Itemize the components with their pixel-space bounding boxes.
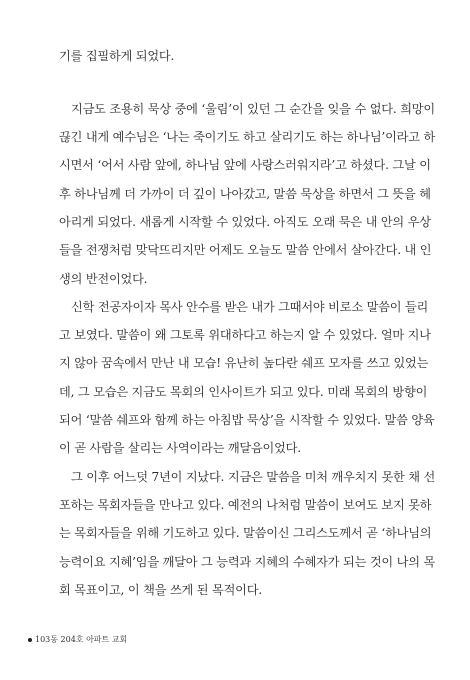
text-line: 아리게 되었다. 새롭게 시작할 수 있었다. 아직도 오래 묵은 내 안의 우상 (59, 214, 431, 229)
text-line: 끊긴 내게 예수님은 ‘나는 죽이기도 하고 살리기도 하는 하나님’이라고 하 (59, 130, 436, 145)
text-line: 포하는 목회자들을 만나고 있다. 예전의 나처럼 말씀이 보여도 보지 못하 (59, 497, 432, 512)
text-line: 기를 집필하게 되었다. (59, 49, 175, 63)
text-line: 되어 ‘말씀 쉐프와 함께 하는 아침밥 묵상’을 시작할 수 있었다. 말씀 양육 (59, 413, 435, 428)
text-line: 이 곧 사람을 살리는 사역이라는 깨달음이었다. (59, 441, 301, 456)
text-line: 는 목회자들을 위해 기도하고 있다. 말씀이신 그리스도께서 곧 ‘하나님의 (59, 526, 432, 541)
text-line: 그 이후 어느덧 7년이 지났다. 지금은 말씀을 미처 깨우치지 못한 채 선 (71, 469, 436, 484)
running-footer-title: 103동 204호 아파트 교회 (35, 635, 128, 644)
text-line: 후 하나님께 더 가까이 더 깊이 나아갔고, 말씀 묵상을 하면서 그 뜻을 헤 (59, 186, 431, 201)
text-line: 들을 전쟁처럼 맞닥뜨리지만 어제도 오늘도 말씀 안에서 살아간다. 내 인 (59, 243, 432, 258)
body-text (59, 42, 436, 604)
text-line: 능력이요 지혜’임을 깨달아 그 능력과 지혜의 수혜자가 되는 것이 나의 목 (59, 554, 436, 569)
text-line: 지금도 조용히 묵상 중에 ‘울림’이 있던 그 순간을 잊을 수 없다. 희망이 (71, 101, 435, 116)
text-line: 고 보였다. 말씀이 왜 그토록 위대하다고 하는지 알 수 있었다. 얼마 지나 (59, 328, 431, 343)
text-line: 신학 전공자이자 목사 안수를 받은 내가 그때서야 비로소 말씀이 들리 (71, 299, 429, 314)
bullet-icon (28, 638, 32, 642)
text-line: 생의 반전이었다. (59, 271, 148, 286)
paragraph-gap (59, 70, 411, 95)
text-line: 데, 그 모습은 지금도 목회의 인사이트가 되고 있다. 미래 목회의 방향이 (59, 384, 428, 399)
text-line: 회 목표이고, 이 책을 쓰게 된 목적이다. (59, 582, 262, 597)
text-line: 시면서 ‘어서 사람 앞에, 하나님 앞에 사랑스러워지라’고 하셨다. 그날 이 (59, 158, 431, 173)
page-footer (28, 634, 127, 645)
text-line: 지 않아 꿈속에서 만난 내 모습! 유난히 높다란 쉐프 모자를 쓰고 있었는 (59, 356, 429, 371)
